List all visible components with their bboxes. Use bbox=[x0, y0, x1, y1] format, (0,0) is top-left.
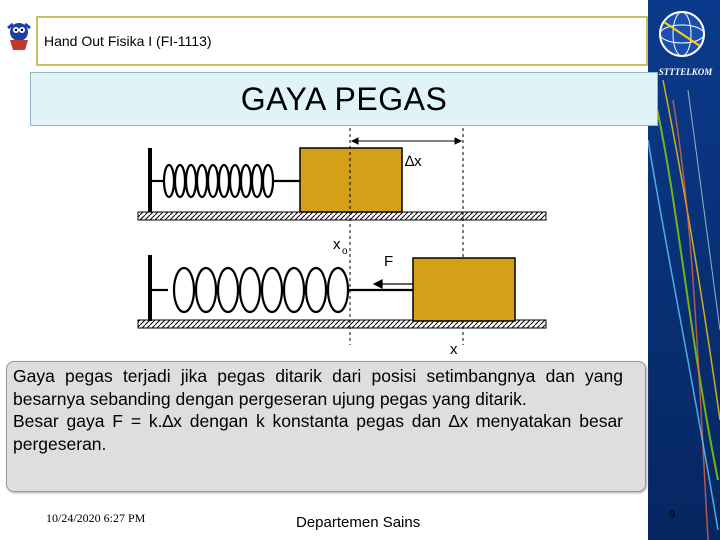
page-number: 9 bbox=[669, 509, 676, 521]
footer-department: Departemen Sains bbox=[296, 514, 421, 531]
footer-date: 10/24/2020 6:27 PM bbox=[46, 511, 146, 525]
slide-title: GAYA PEGAS bbox=[240, 81, 448, 117]
wall-top bbox=[148, 148, 152, 212]
logo-text: STTTELKOM bbox=[658, 67, 713, 77]
description-text bbox=[13, 365, 623, 455]
mass-block-top bbox=[300, 148, 402, 212]
x0-label: x bbox=[333, 236, 341, 253]
force-label: F bbox=[384, 253, 394, 270]
x0-subscript: o bbox=[342, 246, 348, 257]
wall-bottom bbox=[148, 255, 152, 321]
delta-x-label: ∆x bbox=[405, 153, 422, 170]
delta-arrow-icon bbox=[352, 138, 461, 144]
force-arrow-icon bbox=[374, 280, 413, 288]
x-label: x bbox=[450, 341, 458, 358]
spring-compressed-icon bbox=[152, 165, 300, 197]
description-paragraph-1: Gaya pegas terjadi jika pegas ditarik dari posisi setimbangnya dan yang besarnya sebanding dengan pergeseran ujung pegas yang ditarik. bbox=[13, 366, 623, 409]
course-title: Hand Out Fisika I (FI-1113) bbox=[44, 33, 212, 49]
floor-top bbox=[138, 212, 546, 220]
spring-stretched-icon bbox=[152, 268, 413, 312]
mass-block-bottom bbox=[413, 258, 515, 321]
description-paragraph-2: Besar gaya F = k.∆x dengan k konstanta pegas dan ∆x menyatakan besar pergeseran. bbox=[13, 411, 623, 454]
